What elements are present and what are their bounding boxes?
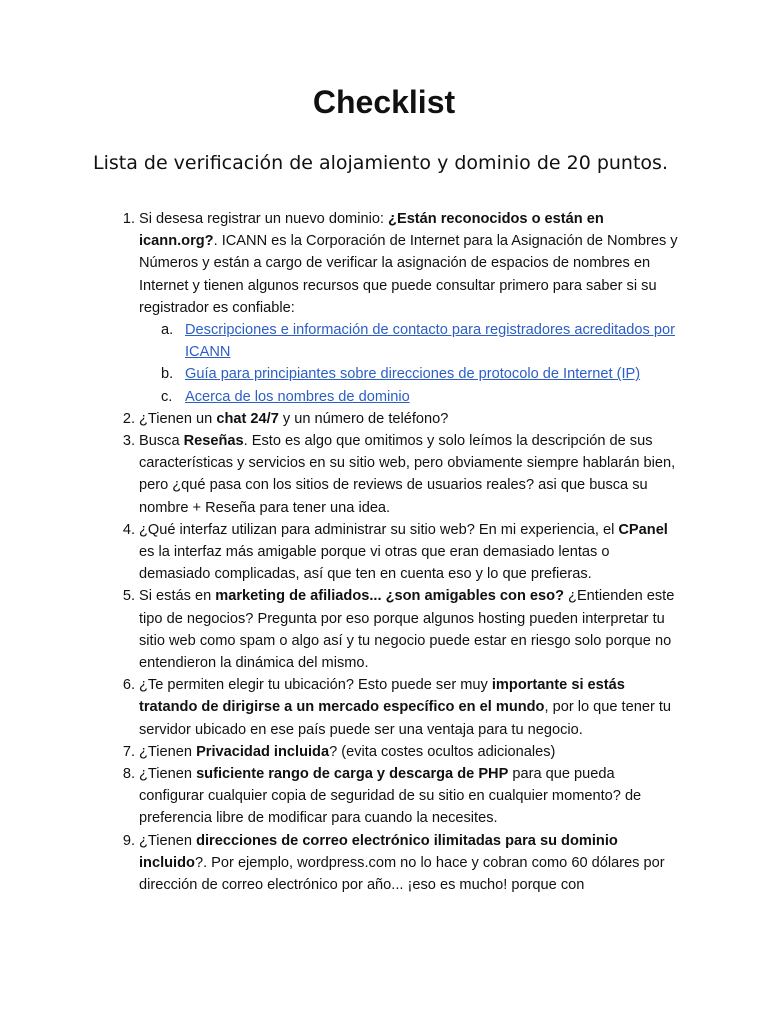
registrars-link[interactable]: Descripciones e información de contacto para registradores acreditados por ICANN — [185, 322, 675, 361]
item-number: 4. — [122, 521, 135, 538]
list-item — [122, 741, 679, 763]
item-text: ? (evita costes ocultos adicionales) — [329, 743, 556, 760]
item-text: ¿Entienden este tipo de negocios? Pregunta por eso porque algunos hosting pueden interpretar tu sitio web como spam o algo así y tu negocio puede estar en riesgo solo porque no entendieron la dinámica del mismo. — [139, 588, 675, 672]
sub-item-letter: a. — [161, 322, 174, 339]
sub-list-item — [161, 319, 679, 363]
item-bold-text: chat 24/7 — [216, 410, 279, 427]
item-text: . ICANN es la Corporación de Internet para la Asignación de Nombres y Números y están a cargo de verificar la asignación de espacios de nombres en Internet y tienen algunos recursos que puede consultar primero para saber si su registrador es confiable: — [139, 233, 678, 316]
item-bold-text: suficiente rango de carga y descarga de PHP — [196, 766, 509, 783]
item-text: Si desesa registrar un nuevo dominio: — [139, 211, 389, 227]
item-number: 6. — [122, 677, 135, 694]
item-bold-text: ¿Están reconocidos o están en icann.org? — [139, 211, 604, 250]
item-text: es la interfaz más amigable porque vi otras que eran demasiado lentas o demasiado complicadas, así que ten en cuenta eso y lo que prefieras. — [139, 544, 610, 583]
item-text: y un número de teléfono? — [278, 410, 449, 427]
sub-item-letter: c. — [161, 388, 173, 405]
item-text: , por lo que tener tu servidor ubicado en ese país puede ser una ventaja para tu negocio. — [139, 699, 672, 738]
list-item — [122, 830, 679, 897]
list-item — [122, 585, 679, 674]
list-item — [122, 674, 679, 741]
sub-list-item — [161, 386, 679, 408]
list-item — [122, 430, 679, 519]
item-text: para que pueda configurar cualquier copia de seguridad de su sitio en cualquier momento? de preferencia libre de modificar para cuando la necesites. — [139, 766, 642, 827]
checklist — [122, 208, 679, 896]
item-number: 1. — [122, 211, 135, 227]
item-number: 8. — [122, 766, 135, 783]
list-item — [122, 763, 679, 830]
item-text: . Esto es algo que omitimos y solo leímos la descripción de sus características y servicios en su sitio web, pero obviamente siempre hablarán bien, pero ¿qué pasa con los sitios de reviews de usuarios reales? asi que busca su nombre + Reseña para tener una idea. — [139, 433, 676, 516]
item-text: ¿Qué interfaz utilizan para administrar su sitio web? En mi experiencia, el — [139, 521, 619, 538]
sub-item-letter: b. — [161, 366, 174, 383]
item-number: 2. — [122, 410, 135, 427]
item-bold-text: Reseñas — [183, 433, 244, 450]
item-number: 7. — [122, 743, 135, 760]
item-text: ¿Tienen — [139, 832, 197, 849]
item-text: ¿Tienen — [139, 766, 197, 783]
sub-list — [139, 319, 679, 408]
page-title: Checklist — [312, 84, 456, 120]
item-text: ¿Tienen un — [139, 410, 217, 427]
ip-guide-link[interactable]: Guía para principiantes sobre direcciones de protocolo de Internet (IP) — [185, 366, 641, 383]
item-bold-text: Privacidad incluida — [196, 743, 330, 760]
list-item — [122, 519, 679, 586]
item-text: ¿Te permiten elegir tu ubicación? Esto puede ser muy — [139, 677, 492, 694]
item-number: 3. — [122, 433, 135, 450]
list-item — [122, 408, 679, 430]
item-bold-text: marketing de afiliados... ¿son amigables con eso? — [215, 588, 564, 605]
item-text: ?. Por ejemplo, wordpress.com no lo hace y cobran como 60 dólares por dirección de correo electrónico por año... ¡eso es mucho! porque con — [139, 854, 665, 894]
item-number: 9. — [122, 832, 135, 849]
page-subtitle: Lista de verificación de alojamiento y dominio de 20 puntos. — [93, 152, 668, 174]
item-number: 5. — [122, 588, 135, 605]
item-bold-text: importante si estás tratando de dirigirse a un mercado específico en el mundo — [139, 677, 625, 716]
item-bold-text: CPanel — [618, 521, 668, 538]
item-text: Busca — [139, 433, 184, 450]
item-text: Si estás en — [139, 588, 216, 605]
item-bold-text: direcciones de correo electrónico ilimitadas para su dominio incluido — [139, 832, 618, 871]
item-text: ¿Tienen — [139, 743, 197, 760]
list-item — [122, 208, 679, 408]
domain-names-link[interactable]: Acerca de los nombres de dominio — [185, 388, 410, 405]
sub-list-item — [161, 363, 679, 385]
